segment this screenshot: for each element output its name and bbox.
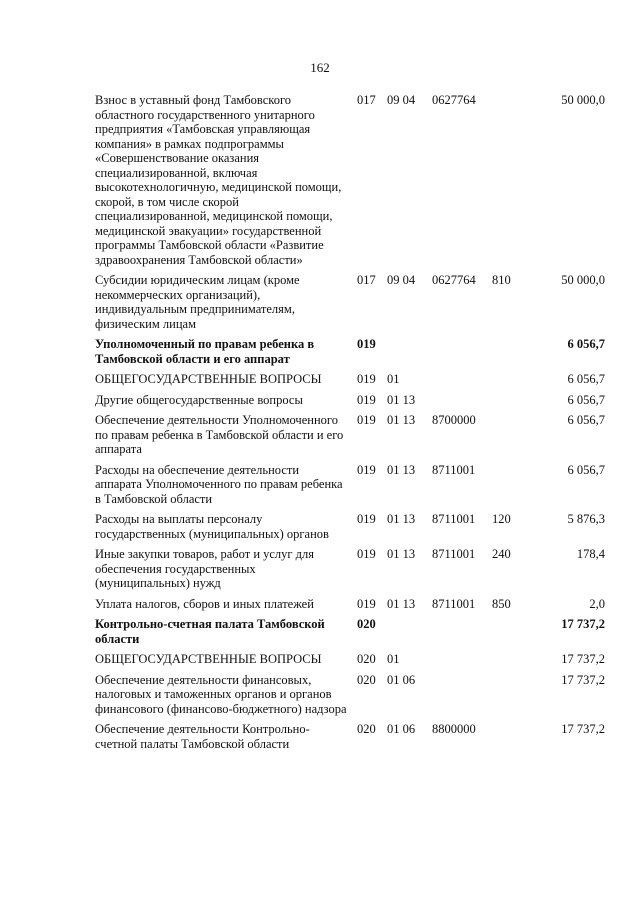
row-amount: 6 056,7 xyxy=(567,392,605,407)
table-row xyxy=(95,617,605,652)
row-department-code: 019 xyxy=(357,413,376,427)
row-amount: 17 737,2 xyxy=(561,617,605,631)
row-name: ОБЩЕГОСУДАРСТВЕННЫЕ ВОПРОСЫ xyxy=(95,372,322,386)
row-department-code: 020 xyxy=(357,652,376,666)
row-amount: 2,0 xyxy=(589,596,605,611)
row-name: Уполномоченный по правам ребенка в Тамбовской области и его аппарат xyxy=(95,337,315,366)
row-amount: 50 000,0 xyxy=(561,273,605,287)
row-department-code: 019 xyxy=(357,547,376,561)
row-expense-type xyxy=(492,463,532,513)
row-amount: 178,4 xyxy=(576,547,605,561)
row-section-code: 01 13 xyxy=(387,392,416,407)
table-row xyxy=(95,393,605,414)
row-target-article xyxy=(432,372,492,393)
table-row xyxy=(95,722,605,757)
row-name: Иные закупки товаров, работ и услуг для обеспечения государственных (муниципальных) нужд xyxy=(95,547,315,590)
row-target-article xyxy=(432,337,492,372)
row-expense-type xyxy=(492,93,532,273)
row-target-article: 8711001 xyxy=(432,596,476,611)
row-amount: 17 737,2 xyxy=(561,672,605,687)
table-row xyxy=(95,597,605,618)
row-amount: 6 056,7 xyxy=(567,462,605,477)
row-target-article: 8711001 xyxy=(432,547,476,561)
row-name: Расходы на обеспечение деятельности аппарата Уполномоченного по правам ребенка в Тамбовской области xyxy=(95,462,343,506)
row-department-code: 020 xyxy=(357,617,376,631)
row-section-code: 01 xyxy=(387,372,400,386)
row-expense-type xyxy=(492,617,532,652)
row-expense-type: 120 xyxy=(492,512,511,526)
row-section-code: 01 13 xyxy=(387,547,416,561)
row-target-article: 8711001 xyxy=(432,462,476,477)
row-expense-type: 240 xyxy=(492,547,511,561)
table-row xyxy=(95,512,605,547)
row-amount: 6 056,7 xyxy=(567,372,605,386)
row-amount: 6 056,7 xyxy=(567,337,605,351)
row-target-article xyxy=(432,393,492,414)
row-section-code: 01 13 xyxy=(387,462,416,477)
row-section-code: 09 04 xyxy=(387,93,416,107)
table-row xyxy=(95,673,605,723)
row-amount: 50 000,0 xyxy=(561,93,605,107)
budget-table-body xyxy=(95,93,605,757)
row-name: Обеспечение деятельности финансовых, налоговых и таможенных органов и органов финансового (финансово-бюджетного) надзора xyxy=(95,672,347,716)
row-expense-type xyxy=(492,673,532,723)
row-department-code: 019 xyxy=(357,337,376,351)
table-row xyxy=(95,273,605,337)
row-target-article: 8700000 xyxy=(432,413,476,427)
row-name: Контрольно-счетная палата Тамбовской области xyxy=(95,617,325,646)
row-target-article: 8711001 xyxy=(432,512,476,526)
row-name: Взнос в уставный фонд Тамбовского областного государственного унитарного предприятия «Тамбовская управляющая компания» в рамках подпрограммы «Совершенствование оказания специализированной, включая высокотехнологичную, медицинской помощи, скорой, в том числе скорой специализированной, медицинской помощи, медицинской эвакуации» государственной программы Тамбовской области «Развитие здравоохранения Тамбовской области» xyxy=(95,93,342,267)
row-section-code: 01 13 xyxy=(387,413,416,427)
row-name: Уплата налогов, сборов и иных платежей xyxy=(95,596,314,611)
table-row xyxy=(95,93,605,273)
budget-table xyxy=(95,93,605,757)
row-expense-type xyxy=(492,393,532,414)
row-amount: 17 737,2 xyxy=(561,722,605,736)
row-section-code: 09 04 xyxy=(387,273,416,287)
row-expense-type xyxy=(492,372,532,393)
row-section-code xyxy=(387,337,432,372)
table-row xyxy=(95,337,605,372)
row-name: ОБЩЕГОСУДАРСТВЕННЫЕ ВОПРОСЫ xyxy=(95,652,322,666)
row-target-article xyxy=(432,673,492,723)
page-number: 162 xyxy=(310,60,330,75)
row-section-code: 01 13 xyxy=(387,512,416,526)
row-section-code: 01 xyxy=(387,652,400,666)
row-department-code: 019 xyxy=(357,596,376,611)
row-department-code: 017 xyxy=(357,273,376,287)
row-name: Обеспечение деятельности Контрольно-счетной палаты Тамбовской области xyxy=(95,722,310,751)
row-department-code: 019 xyxy=(357,462,376,477)
row-expense-type xyxy=(492,652,532,673)
row-amount: 17 737,2 xyxy=(561,652,605,666)
row-department-code: 019 xyxy=(357,372,376,386)
table-row xyxy=(95,413,605,463)
row-department-code: 017 xyxy=(357,93,376,107)
row-name: Обеспечение деятельности Уполномоченного по правам ребенка в Тамбовской области и его аппарата xyxy=(95,413,344,456)
row-target-article: 0627764 xyxy=(432,93,476,107)
row-department-code: 020 xyxy=(357,722,376,736)
row-expense-type xyxy=(492,722,532,757)
row-target-article: 0627764 xyxy=(432,273,476,287)
row-expense-type: 850 xyxy=(492,596,511,611)
row-section-code: 01 06 xyxy=(387,672,416,687)
row-expense-type xyxy=(492,413,532,463)
row-department-code: 019 xyxy=(357,512,376,526)
row-name: Другие общегосударственные вопросы xyxy=(95,392,303,407)
table-row xyxy=(95,547,605,597)
row-amount: 5 876,3 xyxy=(567,512,605,526)
row-expense-type xyxy=(492,337,532,372)
row-name: Субсидии юридическим лицам (кроме некоммерческих организаций), индивидуальным предпринимателям, физическим лицам xyxy=(95,273,300,331)
row-section-code xyxy=(387,617,432,652)
row-name: Расходы на выплаты персоналу государственных (муниципальных) органов xyxy=(95,512,329,541)
row-department-code: 020 xyxy=(357,672,376,687)
row-expense-type: 810 xyxy=(492,273,511,287)
row-target-article: 8800000 xyxy=(432,722,476,736)
row-section-code: 01 13 xyxy=(387,596,416,611)
row-target-article xyxy=(432,652,492,673)
row-amount: 6 056,7 xyxy=(567,413,605,427)
table-row xyxy=(95,372,605,393)
row-section-code: 01 06 xyxy=(387,722,416,736)
table-row xyxy=(95,652,605,673)
row-department-code: 019 xyxy=(357,392,376,407)
table-row xyxy=(95,463,605,513)
row-target-article xyxy=(432,617,492,652)
